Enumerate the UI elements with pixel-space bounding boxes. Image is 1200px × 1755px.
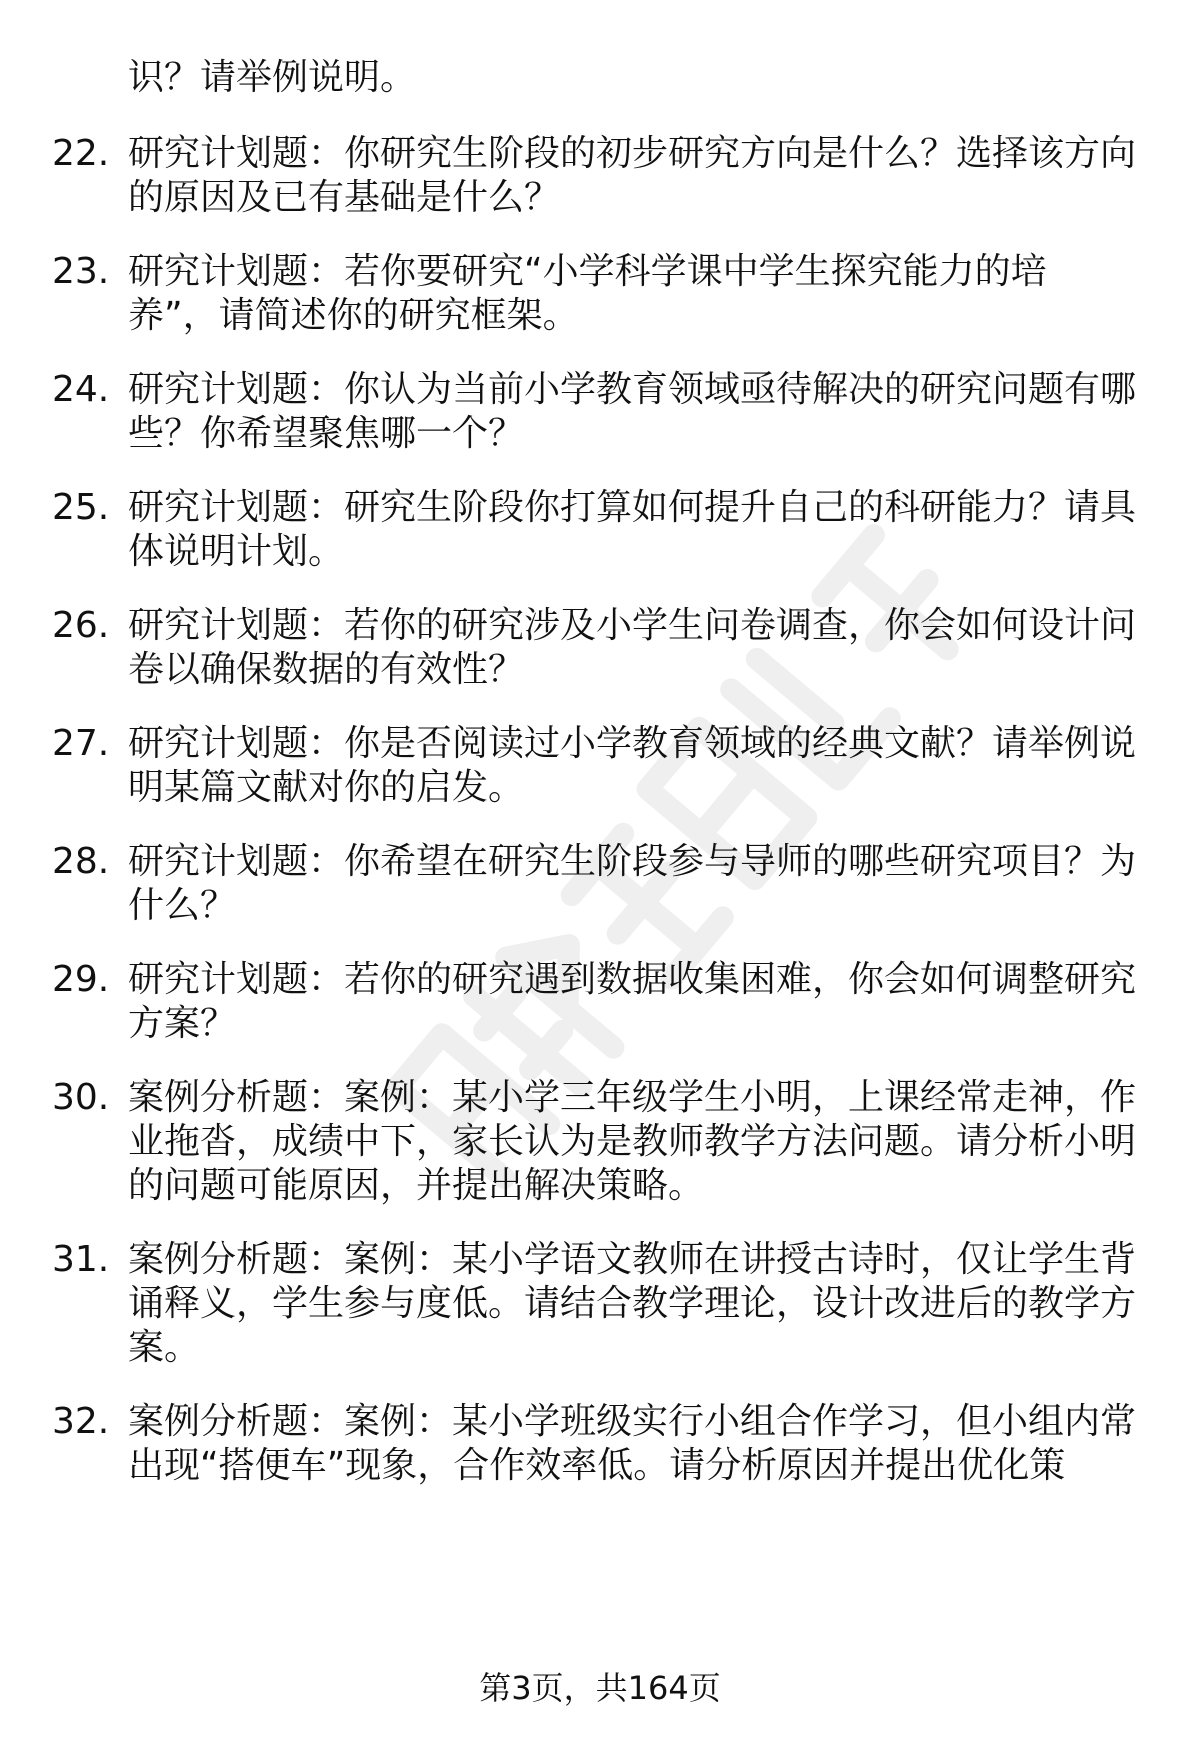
item-text-line: 研究计划题：研究生阶段你打算如何提升自己的科研能力？请具 xyxy=(128,487,1137,528)
continuation-line: 识？请举例说明。 xyxy=(128,57,417,98)
item-number: 27. xyxy=(52,723,110,764)
item-text-line: 案。 xyxy=(128,1327,201,1368)
item-text-line: 研究计划题：若你的研究遇到数据收集困难，你会如何调整研究 xyxy=(128,959,1137,1000)
item-text-line: 的原因及已有基础是什么？ xyxy=(128,177,561,218)
item-number: 30. xyxy=(52,1077,110,1118)
item-text-line: 案例分析题：案例：某小学班级实行小组合作学习，但小组内常 xyxy=(128,1401,1137,1442)
item-number: 28. xyxy=(52,841,110,882)
item-text-line: 些？你希望聚焦哪一个？ xyxy=(128,413,525,454)
item-text-line: 体说明计划。 xyxy=(128,531,345,572)
item-text-line: 研究计划题：你认为当前小学教育领域亟待解决的研究问题有哪 xyxy=(128,369,1137,410)
item-number: 29. xyxy=(52,959,110,1000)
item-number: 25. xyxy=(52,487,110,528)
item-number: 24. xyxy=(52,369,110,410)
item-text-line: 的问题可能原因，并提出解决策略。 xyxy=(128,1165,705,1206)
item-text-line: 研究计划题：你是否阅读过小学教育领域的经典文献？请举例说 xyxy=(128,723,1137,764)
item-text-line: 什么？ xyxy=(128,885,237,926)
item-number: 32. xyxy=(52,1401,110,1442)
item-text-line: 研究计划题：若你要研究“小学科学课中学生探究能力的培 xyxy=(128,251,1047,292)
item-text-line: 卷以确保数据的有效性？ xyxy=(128,649,525,690)
item-text-line: 研究计划题：若你的研究涉及小学生问卷调查，你会如何设计问 xyxy=(128,605,1137,646)
item-number: 31. xyxy=(52,1239,110,1280)
item-text-line: 养”，请简述你的研究框架。 xyxy=(128,295,579,336)
item-text-line: 明某篇文献对你的启发。 xyxy=(128,767,525,808)
item-text-line: 研究计划题：你希望在研究生阶段参与导师的哪些研究项目？为 xyxy=(128,841,1137,882)
item-text-line: 案例分析题：案例：某小学语文教师在讲授古诗时，仅让学生背 xyxy=(128,1239,1137,1280)
item-number: 22. xyxy=(52,133,110,174)
page-footer: 第3页，共164页 xyxy=(479,1669,721,1707)
item-text-line: 出现“搭便车”现象，合作效率低。请分析原因并提出优化策 xyxy=(128,1445,1066,1486)
item-number: 26. xyxy=(52,605,110,646)
item-text-line: 方案？ xyxy=(128,1003,237,1044)
item-text-line: 诵释义，学生参与度低。请结合教学理论，设计改进后的教学方 xyxy=(128,1283,1137,1324)
item-number: 23. xyxy=(52,251,110,292)
item-text-line: 研究计划题：你研究生阶段的初步研究方向是什么？选择该方向 xyxy=(128,133,1137,174)
item-text-line: 案例分析题：案例：某小学三年级学生小明，上课经常走神，作 xyxy=(128,1077,1137,1118)
item-text-line: 业拖沓，成绩中下，家长认为是教师教学方法问题。请分析小明 xyxy=(128,1121,1137,1162)
